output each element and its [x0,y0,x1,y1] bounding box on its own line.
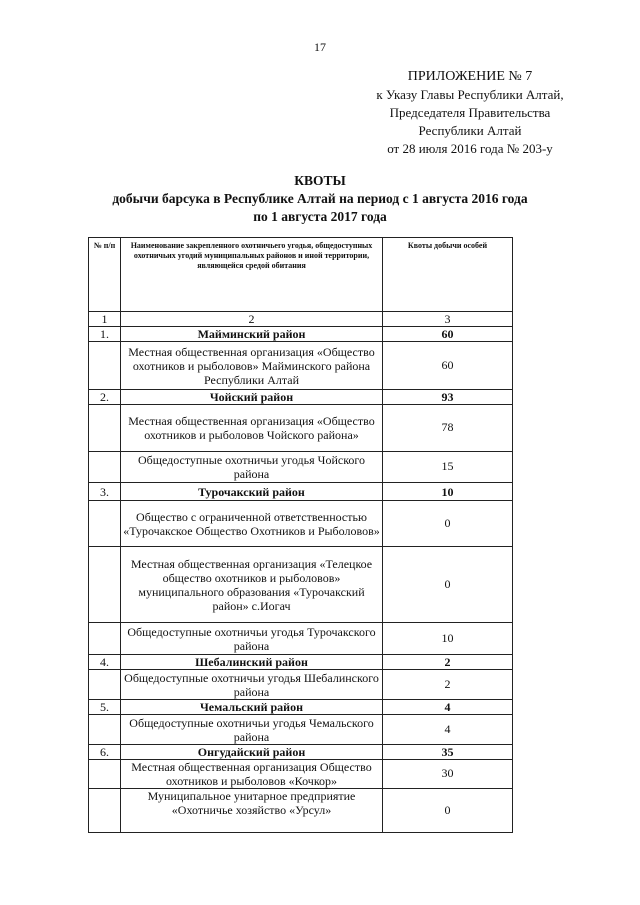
document-title [0,172,640,226]
hunting-ground-name: Общедоступные охотничьи угодья Шебалинского района [121,670,383,700]
quota-value: 93 [383,390,513,405]
hunting-ground-name: Общество с ограниченной ответственностью «Турочакское Общество Охотников и Рыболовов» [121,501,383,547]
title-line: по 1 августа 2017 года [253,209,387,224]
hunting-ground-name: Местная общественная организация «Общество охотников и рыболовов Чойского района» [121,405,383,452]
district-name: Турочакский район [121,483,383,501]
column-number: 3 [383,312,513,327]
row-number [89,760,121,789]
district-name: Онгудайский район [121,745,383,760]
district-name: Чемальский район [121,700,383,715]
header-num: № п/п [89,238,121,312]
hunting-ground-name: Общедоступные охотничьи угодья Турочакского района [121,623,383,655]
district-row [89,700,513,715]
row-number: 2. [89,390,121,405]
quota-value: 60 [383,342,513,390]
district-name: Шебалинский район [121,655,383,670]
table-row [89,760,513,789]
row-number [89,623,121,655]
quota-value: 0 [383,547,513,623]
table-row [89,405,513,452]
district-row [89,390,513,405]
title-line: добычи барсука в Республике Алтай на период с 1 августа 2016 года [112,191,528,206]
quota-value: 10 [383,483,513,501]
district-row [89,745,513,760]
district-row [89,655,513,670]
quota-value: 30 [383,760,513,789]
row-number [89,452,121,483]
row-number [89,405,121,452]
quota-value: 10 [383,623,513,655]
row-number: 1. [89,327,121,342]
row-number [89,670,121,700]
quota-value: 78 [383,405,513,452]
hunting-ground-name: Местная общественная организация Общество охотников и рыболовов «Кочкор» [121,760,383,789]
district-name: Чойский район [121,390,383,405]
table-header-row [89,238,513,312]
hunting-ground-name: Общедоступные охотничьи угодья Чойского района [121,452,383,483]
quota-value: 0 [383,501,513,547]
quota-table-body [89,327,513,833]
hunting-ground-name: Общедоступные охотничьи угодья Чемальского района [121,715,383,745]
quota-value: 15 [383,452,513,483]
district-name: Майминский район [121,327,383,342]
quota-value: 4 [383,715,513,745]
appendix-title: ПРИЛОЖЕНИЕ № 7 [407,69,533,84]
row-number [89,547,121,623]
table-row [89,342,513,390]
row-number [89,501,121,547]
appendix-block [340,68,600,158]
row-number: 3. [89,483,121,501]
appendix-line: Председателя Правительства [389,105,551,120]
quota-value: 2 [383,670,513,700]
row-number [89,789,121,833]
column-number: 2 [121,312,383,327]
table-row [89,501,513,547]
hunting-ground-name: Муниципальное унитарное предприятие «Охотничье хозяйство «Урсул» [121,789,383,833]
appendix-line: от 28 июля 2016 года № 203-у [387,141,553,156]
appendix-line: Республики Алтай [418,123,522,138]
quota-value: 2 [383,655,513,670]
table-row [89,715,513,745]
appendix-line: к Указу Главы Республики Алтай, [376,87,564,102]
row-number [89,342,121,390]
column-numbers-row [89,312,513,327]
title-line: КВОТЫ [294,173,346,188]
table-row [89,547,513,623]
quota-value: 0 [383,789,513,833]
table-row [89,623,513,655]
quota-value: 35 [383,745,513,760]
row-number: 4. [89,655,121,670]
column-number: 1 [89,312,121,327]
table-row [89,670,513,700]
row-number: 5. [89,700,121,715]
quota-value: 4 [383,700,513,715]
quota-value: 60 [383,327,513,342]
hunting-ground-name: Местная общественная организация «Общество охотников и рыболовов» Майминского района Республики Алтай [121,342,383,390]
district-row [89,483,513,501]
table-row [89,789,513,833]
hunting-ground-name: Местная общественная организация «Телецкое общество охотников и рыболовов» муниципального образования «Турочакский район» с.Иогач [121,547,383,623]
header-quota: Квоты добычи особей [383,238,513,312]
header-name: Наименование закрепленного охотничьего угодья, общедоступных охотничьих угодий муниципальных районов и иной территории, являющейся средой обитания [121,238,383,312]
quota-table [88,237,513,833]
page-number: 17 [314,40,326,54]
district-row [89,327,513,342]
row-number [89,715,121,745]
table-row [89,452,513,483]
row-number: 6. [89,745,121,760]
